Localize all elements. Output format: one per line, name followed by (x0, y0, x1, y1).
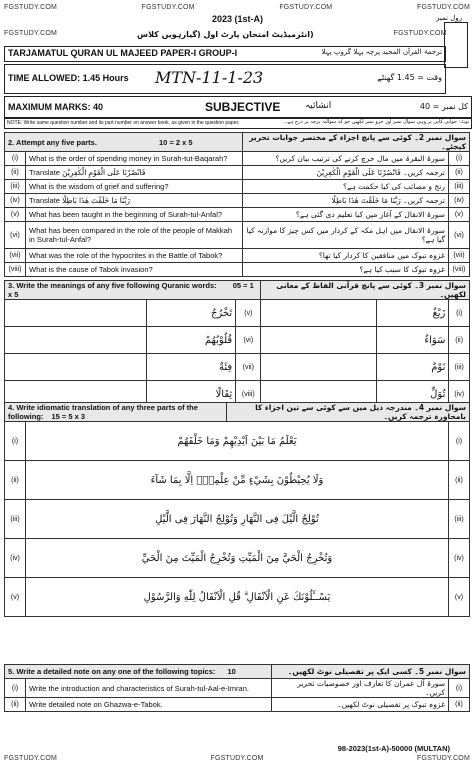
word-number: (vi) (236, 327, 261, 354)
topic-number: (i) (5, 679, 26, 698)
topic-number: (ii) (5, 698, 26, 712)
urdu-subjective: انشائیہ (305, 101, 332, 111)
q2-row (5, 249, 470, 263)
question-en: What is the cause of Tabok invasion? (25, 263, 242, 277)
maximum-marks: MAXIMUM MARKS: 40 (8, 102, 104, 112)
ayah-text: تُوْلِجُ الَّيْلَ فِى النَّهَارِ وَتُوْلِجُ النَّهَارَ فِى الَّيْلِ (26, 500, 449, 539)
word-number: (i) (449, 300, 470, 327)
note-ur: نوٹ: جوابی کاپی پر وہی سوال نمبر اور جزو نمبر لکھیں جو کہ سوالیہ پرچہ پر درج ہے۔ (284, 119, 469, 125)
watermark: FGSTUDY.COM (279, 4, 333, 11)
ayah-number: (iv) (5, 539, 26, 578)
ayah-number: (i) (449, 422, 470, 461)
question-ur: غزوہ تبوک کا سبب کیا ہے؟ (242, 263, 448, 277)
question-en: What has been compared in the role of the people of Makkah in Surah-tul-Anfal? (25, 222, 242, 249)
time-allowed: TIME ALLOWED: 1.45 Hours (8, 73, 129, 83)
q4-urdu-heading: سوال نمبر 4۔ مندرجہ ذیل میں سے کوئی سے تین اجزاء کا بامحاورہ ترجمہ کریں۔ (255, 403, 466, 421)
word-number: (vii) (236, 354, 261, 381)
paper-title: TARJAMATUL QURAN UL MAJEED PAPER-I GROUP-I (8, 48, 238, 58)
q3-row (5, 354, 470, 381)
quranic-word: قُلُوْبُهُمْ (147, 327, 236, 354)
q2-heading: 2. Attempt any five parts. (8, 137, 97, 147)
question-number: (viii) (448, 263, 469, 277)
watermark: FGSTUDY.COM (4, 30, 58, 37)
note-row (4, 118, 472, 129)
q4-row (5, 578, 470, 617)
question-number: (ii) (5, 166, 26, 180)
question-number: (i) (5, 152, 26, 166)
watermark: FGSTUDY.COM (210, 755, 264, 762)
question-number: (iv) (5, 194, 26, 208)
ayah-number: (iii) (449, 500, 470, 539)
question-number: (vi) (5, 222, 26, 249)
ayah-number: (ii) (449, 461, 470, 500)
q4-row (5, 422, 470, 461)
paper-code: 98-2023(1st-A)-50000 (MULTAN) (337, 744, 450, 753)
question-number: (v) (5, 208, 26, 222)
topic-ur: غزوہ تبوک پر تفصیلی نوٹ لکھیں۔ (271, 698, 448, 712)
question-ur: سورۃ الانفال کے آغاز میں کیا تعلیم دی گئی ہے؟ (242, 208, 448, 222)
question-ur: رنج و مصائب کی کیا حکمت ہے؟ (242, 180, 448, 194)
watermark-row (4, 4, 470, 11)
question-number: (iii) (448, 180, 469, 194)
watermark-row (4, 755, 470, 762)
topic-ur: سورۃ آل عمران کا تعارف اور خصوصیات تحریر کریں۔ (271, 679, 448, 698)
ayah-number: (ii) (5, 461, 26, 500)
word-number: (iii) (449, 354, 470, 381)
q4-heading-row (5, 403, 470, 422)
ayah-text: وَلَا يُحِيْطُوْنَ بِشَيْءٍ مِّنْ عِلْمِهٖٓ اِلَّا بِمَا شَآءَ (26, 461, 449, 500)
q2-row (5, 222, 470, 249)
question-ur: ترجمہ کریں۔ رَبَّنَا مَا خَلَقْتَ هٰذَا بَاطِلًا (242, 194, 448, 208)
marks-row (4, 96, 472, 118)
q3-heading-row (5, 281, 470, 300)
ayah-number: (iv) (449, 539, 470, 578)
watermark: FGSTUDY.COM (4, 755, 58, 762)
watermark: FGSTUDY.COM (4, 4, 58, 11)
question-number: (vii) (448, 249, 469, 263)
q3-row (5, 327, 470, 354)
q3-table (4, 280, 470, 408)
q2-row (5, 152, 470, 166)
watermark: FGSTUDY.COM (141, 4, 195, 11)
ayah-text: يَسْــَٔلُوْنَكَ عَنِ الْاَنْفَالِ ۗ قُلِ الْاَنْفَالُ لِلّٰهِ وَالرَّسُوْلِ (26, 578, 449, 617)
question-number: (ii) (448, 166, 469, 180)
q5-row (5, 679, 470, 698)
question-ur: سورۃ الانفال میں اہل مکہ کے کردار میں کس چیز کا موازنہ کیا گیا ہے؟ (242, 222, 448, 249)
q3-marks: 05 = 1 x 5 (8, 281, 254, 299)
question-ur: ترجمہ کریں۔ فَانْصُرْنَا عَلَى الْقَوْمِ الْكٰفِرِيْنَ (242, 166, 448, 180)
roll-label: رول نمبر (435, 14, 462, 22)
q5-urdu-heading: سوال نمبر 5۔ کسی ایک پر تفصیلی نوٹ لکھیں۔ (287, 667, 466, 676)
q4-row (5, 461, 470, 500)
q5-table (4, 664, 470, 712)
roll-box (444, 22, 468, 68)
word-number: (v) (236, 300, 261, 327)
word-number: (iv) (449, 381, 470, 408)
word-number: (viii) (236, 381, 261, 408)
q2-row (5, 208, 470, 222)
quranic-word: تُوَلِّ (377, 381, 449, 408)
question-en: What is the order of spending money in Surah-tut-Baqarah? (25, 152, 242, 166)
quranic-word: سَوَاءٌ (377, 327, 449, 354)
subjective-label: SUBJECTIVE (205, 100, 281, 114)
question-en: What was the role of the hypocrites in the Battle of Tabok? (25, 249, 242, 263)
question-number: (viii) (5, 263, 26, 277)
quranic-word: ثِقَالًا (147, 381, 236, 408)
word-number: (ii) (449, 327, 470, 354)
q2-table (4, 132, 470, 277)
watermark: FGSTUDY.COM (416, 4, 470, 11)
q2-urdu-heading: سوال نمبر 2۔ کوئی سے پانچ اجزاء کے مختصر جوابات تحریر کیجئے۔ (249, 133, 466, 151)
question-en: Translate فَانْصُرْنَا عَلَى الْقَوْمِ الْكٰفِرِيْنَ (25, 166, 242, 180)
note-en: NOTE: Write same question number and its part number on answer book, as given in the question paper. (7, 120, 240, 126)
ayah-text: يَعْلَمُ مَا بَيْنَ اَيْدِيْهِمْ وَمَا خَلْفَهُمْ (26, 422, 449, 461)
question-en: Translate رَبَّنَا مَا خَلَقْتَ هٰذَا بَاطِلًا (25, 194, 242, 208)
ayah-text: وَتُخْرِجُ الْحَيَّ مِنَ الْمَيِّتِ وَتُخْرِجُ الْمَيِّتَ مِنَ الْحَيِّ (26, 539, 449, 578)
quranic-word: نَوْمٌ (377, 354, 449, 381)
quranic-word: زَيْغٌ (377, 300, 449, 327)
exam-paper (4, 4, 470, 761)
q5-marks: 10 (227, 667, 236, 676)
q4-row (5, 539, 470, 578)
q2-marks: 10 = 2 x 5 (159, 137, 193, 147)
q4-row (5, 500, 470, 539)
question-en: What is the wisdom of grief and suffering? (25, 180, 242, 194)
question-number: (vi) (448, 222, 469, 249)
urdu-paper-heading: ترجمۃ القرآن المجید پرچہ پہلا گروپ پہلا (321, 48, 442, 56)
topic-en: Write detailed note on Ghazwa-e-Tabok. (26, 698, 272, 712)
question-number: (i) (448, 152, 469, 166)
q4-marks: 15 = 5 x 3 (51, 412, 86, 421)
question-number: (iii) (5, 180, 26, 194)
exam-year: 2023 (1st-A) (212, 14, 264, 24)
question-ur: غزوہ تبوک میں منافقین کا کردار کیا تھا؟ (242, 249, 448, 263)
ayah-number: (iii) (5, 500, 26, 539)
topic-number: (i) (449, 679, 470, 698)
question-number: (vii) (5, 249, 26, 263)
topic-number: (ii) (449, 698, 470, 712)
q4-table (4, 402, 470, 617)
q5-row (5, 698, 470, 712)
handwritten-code: MTN-11-1-23 (155, 68, 264, 87)
q5-heading: 5. Write a detailed note on any one of the following topics: (8, 667, 216, 676)
watermark: FGSTUDY.COM (393, 30, 447, 37)
title-row (4, 46, 446, 62)
urdu-marks: کل نمبر = 40 (419, 102, 468, 111)
q5-heading-row (5, 665, 470, 679)
question-ur: سورۃ البقرۃ میں مال خرچ کرنے کی ترتیب بیان کریں؟ (242, 152, 448, 166)
watermark: FGSTUDY.COM (416, 755, 470, 762)
question-en: What has been taught in the beginning of Surah-tul-Anfal? (25, 208, 242, 222)
year-row (4, 14, 470, 28)
quranic-word: تَخْرُجُ (147, 300, 236, 327)
topic-en: Write the introduction and characteristics of Surah-tul-Aal-e-Imran. (26, 679, 272, 698)
q2-row (5, 263, 470, 277)
watermark-row (4, 30, 470, 39)
q3-heading: 3. Write the meanings of any five following Quranic words: (8, 281, 217, 290)
q2-row (5, 194, 470, 208)
ayah-number: (v) (449, 578, 470, 617)
q2-row (5, 180, 470, 194)
q2-row (5, 166, 470, 180)
q4-heading: 4. Write idiomatic translation of any three parts of the following: (8, 403, 198, 421)
q3-urdu-heading: سوال نمبر 3۔ کوئی سے پانچ قرآنی الفاظ کے معانی لکھیں۔ (276, 281, 466, 299)
q2-heading-row (5, 133, 470, 152)
question-number: (iv) (448, 194, 469, 208)
time-row (4, 64, 446, 94)
quranic-word: فِئَةٌ (147, 354, 236, 381)
question-number: (v) (448, 208, 469, 222)
urdu-paper-title: (انٹرمیڈیٹ امتحان پارٹ اول (گیارہویں کلاس (137, 30, 314, 39)
ayah-number: (i) (5, 422, 26, 461)
ayah-number: (v) (5, 578, 26, 617)
q3-row (5, 300, 470, 327)
urdu-time: وقت = 1.45 گھنٹے (377, 73, 442, 82)
